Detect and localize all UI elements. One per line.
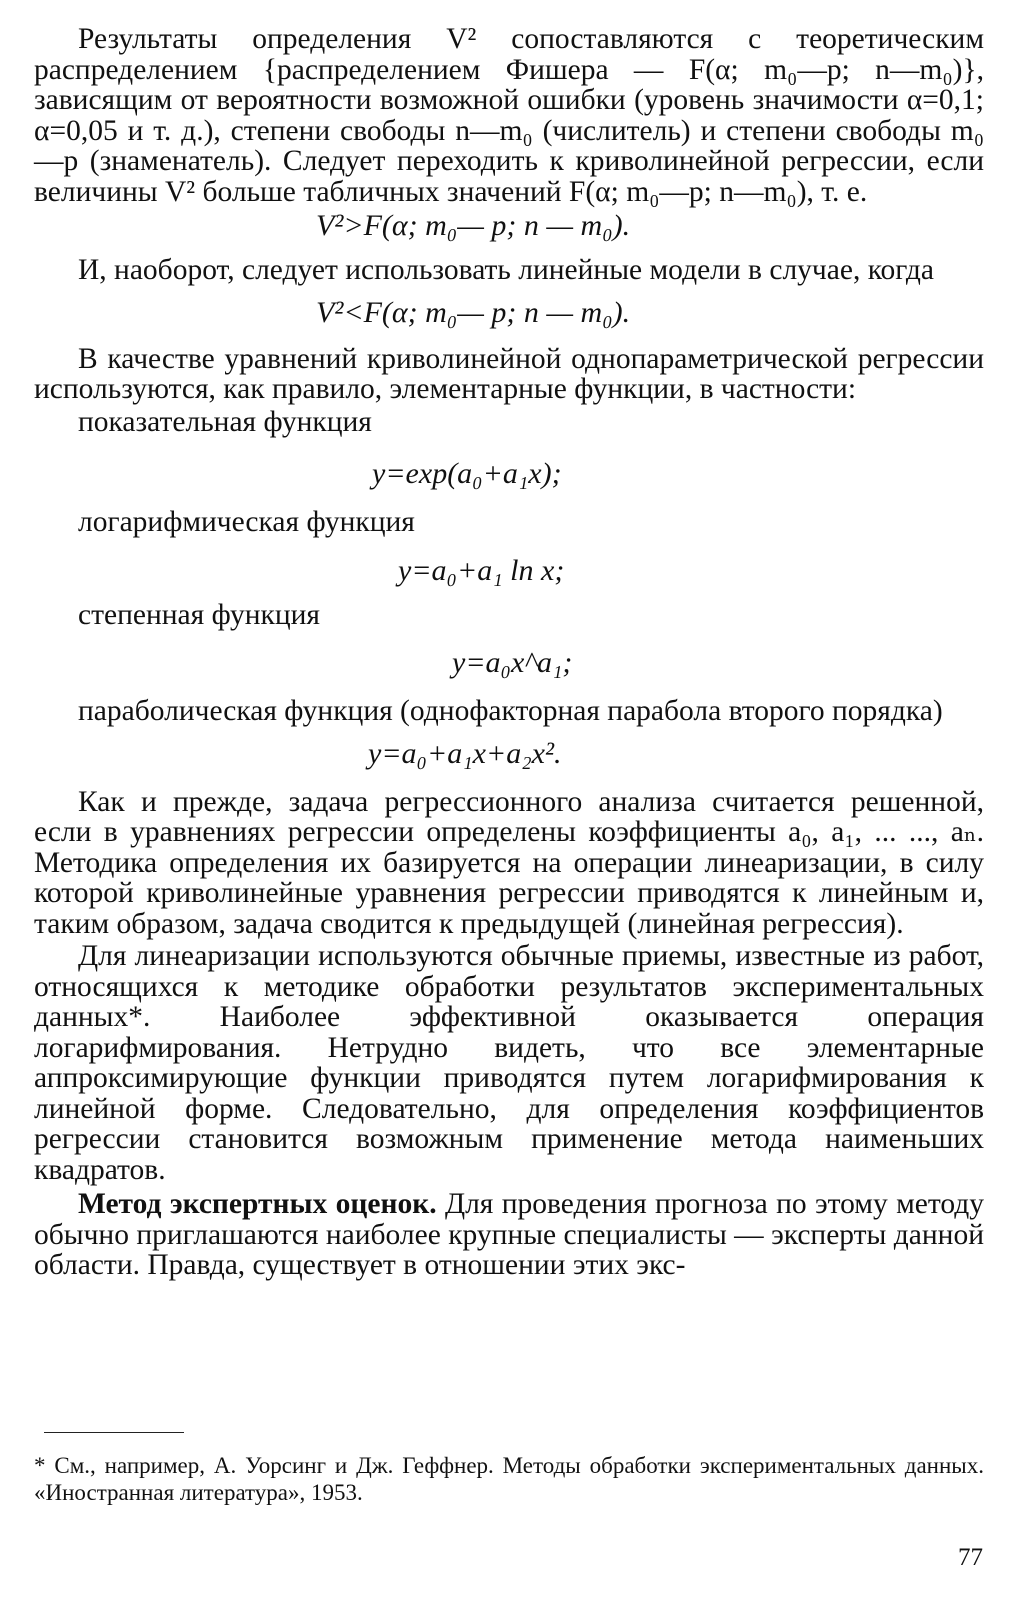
label-power: степенная функция bbox=[78, 598, 320, 631]
footnote-rule bbox=[44, 1432, 184, 1433]
paragraph-4: Как и прежде, задача регрессионного анализа считается решенной, если в уравнениях регрессии определены коэффициенты a₀, a₁, ... ..., aₙ. Методика определения их базируется на операции линеаризации, в силу которой криволинейные уравнения регрессии приводятся к линейным и, таким образом, задача сводится к предыдущей (линейная регрессия). bbox=[34, 785, 984, 940]
formula-logarithmic: y=a₀+a₁ ln x; bbox=[398, 553, 565, 587]
page-number: 77 bbox=[958, 1544, 983, 1571]
footnote: * См., например, А. Уорсинг и Дж. Геффнер. Методы обработки экспериментальных данных. «Иностранная литература», 1953. bbox=[34, 1453, 984, 1505]
paragraph-6 bbox=[34, 1189, 984, 1281]
label-logarithmic: логарифмическая функция bbox=[78, 506, 415, 538]
section-heading: Метод экспертных оценок. bbox=[78, 1188, 437, 1220]
paragraph-1: Результаты определения V² сопоставляются с теоретическим распределением {распределением Фишера — F(α; m₀—p; n—m₀)}, зависящим от вероятности возможной ошибки (уровень значимости α=0,1; α=0,05 и т. д.), степени свободы n—m₀ (числитель) и степени свободы m₀—p (знаменатель). Следует переходить к криволинейной регрессии, если величины V² больше табличных значений F(α; m₀—p; n—m₀), т. е. bbox=[34, 23, 984, 208]
formula-power: y=a₀x^a₁; bbox=[452, 646, 573, 679]
label-parabolic: параболическая функция (однофакторная парабола второго порядка) bbox=[78, 695, 943, 727]
paragraph-3: В качестве уравнений криволинейной однопараметрической регрессии используются, как правило, элементарные функции, в частности: bbox=[34, 342, 984, 405]
formula-inequality-less: V²<F(α; m₀— p; n — m₀). bbox=[316, 295, 631, 329]
paragraph-5: Для линеаризации используются обычные приемы, известные из работ, относящихся к методике обработки результатов экспериментальных данных*. Наиболее эффективной оказывается операция логарифмирования. Нетрудно видеть, что все элементарные аппроксимирующие функции приводятся путем логарифмирования к линейной форме. Следовательно, для определения коэффициентов регрессии становится возможным применение метода наименьших квадратов. bbox=[34, 940, 984, 1186]
formula-exponential: y=exp(a₀+a₁x); bbox=[372, 457, 562, 490]
formula-inequality-greater: V²>F(α; m₀— p; n — m₀). bbox=[316, 209, 631, 242]
label-exponential: показательная функция bbox=[78, 405, 372, 438]
paragraph-6-text: Для проведения прогноза по этому методу обычно приглашаются наиболее крупные специалисты — эксперты данной области. Правда, существует в отношении этих экс- bbox=[34, 1188, 984, 1281]
paragraph-2: И, наоборот, следует использовать линейные модели в случае, когда bbox=[78, 254, 935, 286]
formula-parabolic: y=a₀+a₁x+a₂x². bbox=[368, 736, 562, 770]
page-body bbox=[34, 24, 984, 1281]
